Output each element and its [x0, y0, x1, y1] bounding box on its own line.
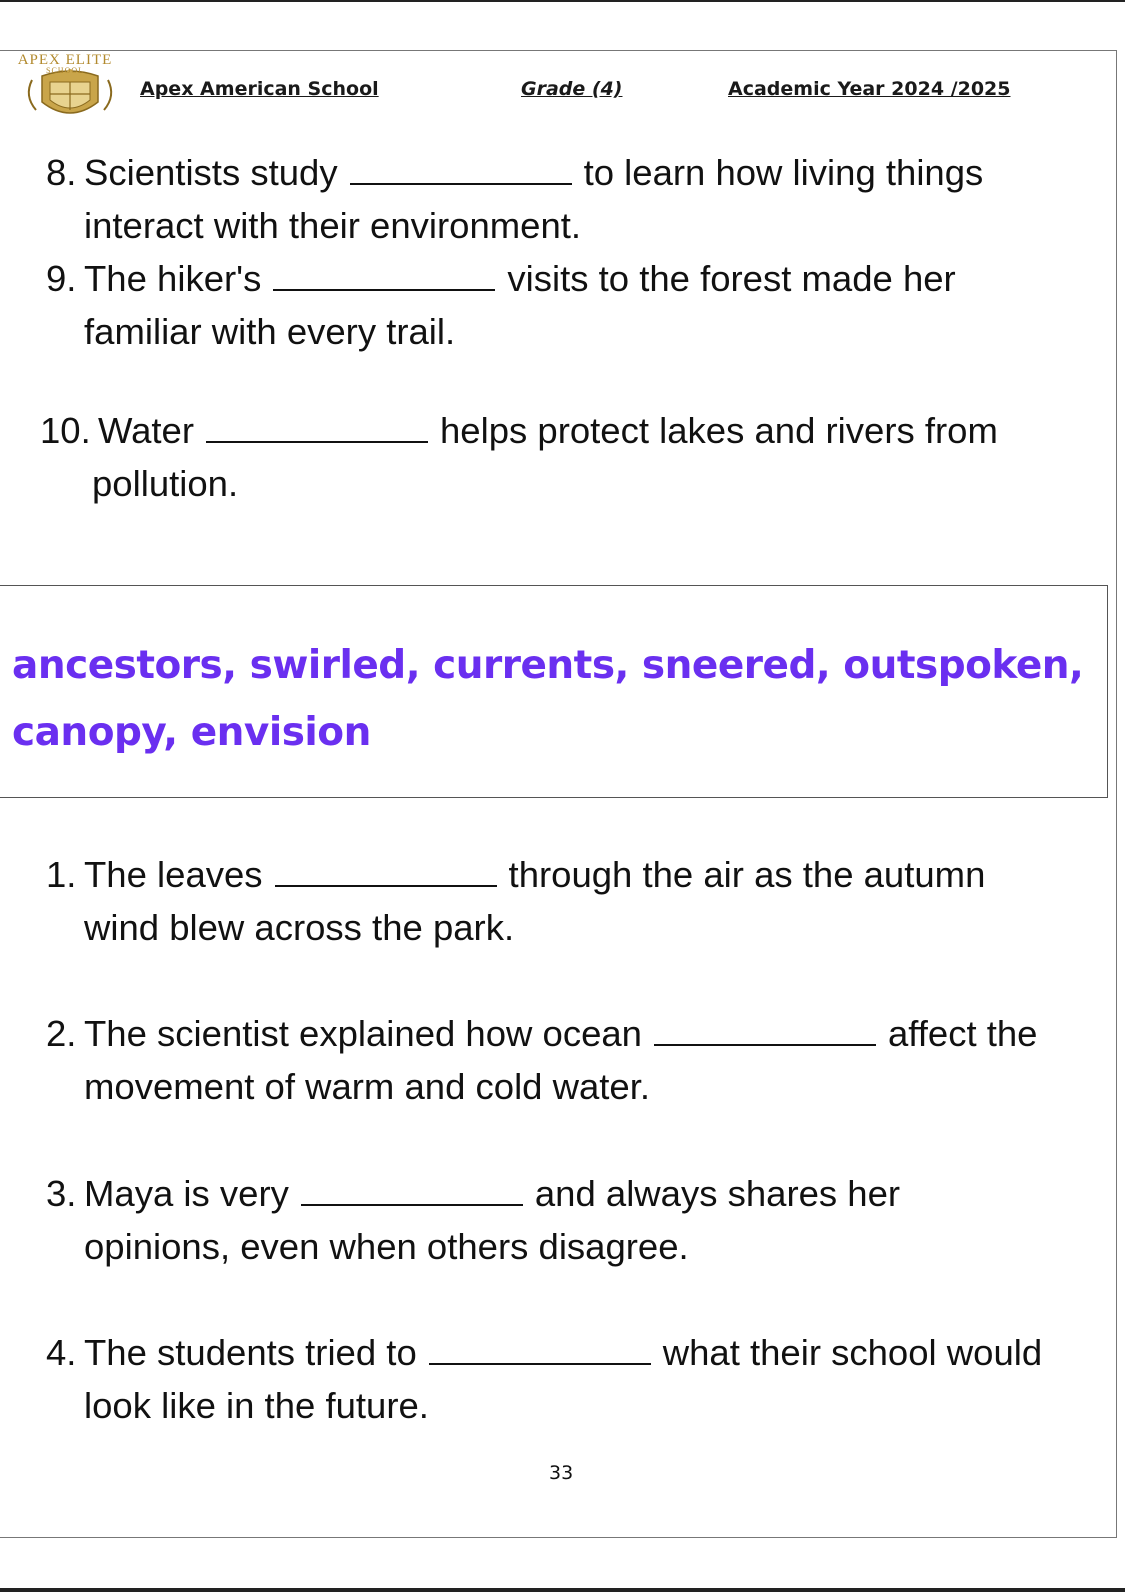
question-text-after: affect the [887, 1013, 1038, 1054]
question-number: 4. [46, 1332, 77, 1373]
question-number: 8. [46, 152, 77, 193]
question-text-before: Water [98, 410, 194, 451]
question-text-continued: opinions, even when others disagree. [84, 1226, 689, 1267]
question-text-continued: familiar with every trail. [84, 311, 456, 352]
logo-subtext: SCHOOL [46, 66, 85, 75]
word-bank-line-2: canopy, envision [12, 710, 371, 755]
answer-blank[interactable] [654, 1014, 876, 1046]
question-text-before: Maya is very [84, 1173, 289, 1214]
question-9 [46, 252, 1116, 358]
crest-icon [10, 66, 130, 136]
answer-blank[interactable] [301, 1174, 523, 1206]
question-text-before: The students tried to [84, 1332, 417, 1373]
logo-text: APEX ELITE [17, 52, 113, 68]
question-text-continued: pollution. [92, 463, 239, 504]
question-10 [40, 404, 1110, 510]
question-number: 3. [46, 1173, 77, 1214]
academic-year: Academic Year 2024 /2025 [728, 78, 1011, 100]
question-8 [46, 146, 1116, 252]
top-rule [0, 0, 1125, 2]
question-3 [46, 1167, 1116, 1273]
question-text-continued: look like in the future. [84, 1385, 429, 1426]
question-text-after: what their school would [662, 1332, 1043, 1373]
school-name: Apex American School [140, 78, 379, 100]
question-number: 10. [40, 410, 91, 451]
question-text-before: The hiker's [84, 258, 262, 299]
answer-blank[interactable] [350, 153, 572, 185]
question-text-after: helps protect lakes and rivers from [440, 410, 998, 451]
question-1 [46, 848, 1116, 954]
question-text-before: Scientists study [84, 152, 338, 193]
word-bank [12, 632, 1092, 766]
question-text-after: visits to the forest made her [507, 258, 956, 299]
answer-blank[interactable] [273, 259, 495, 291]
grade-label: Grade (4) [521, 78, 623, 100]
question-text-after: and always shares her [534, 1173, 901, 1214]
question-text-before: The leaves [84, 854, 263, 895]
question-text-after: to learn how living things [583, 152, 984, 193]
answer-blank[interactable] [275, 855, 497, 887]
page-number: 33 [549, 1462, 574, 1484]
question-text-before: The scientist explained how ocean [84, 1013, 642, 1054]
question-text-continued: interact with their environment. [84, 205, 582, 246]
question-number: 2. [46, 1013, 77, 1054]
question-text-continued: wind blew across the park. [84, 907, 515, 948]
answer-blank[interactable] [206, 411, 428, 443]
word-bank-line-1: ancestors, swirled, currents, sneered, outspoken, [12, 643, 1084, 688]
question-number: 9. [46, 258, 77, 299]
question-2 [46, 1007, 1116, 1113]
question-text-continued: movement of warm and cold water. [84, 1066, 650, 1107]
answer-blank[interactable] [429, 1333, 651, 1365]
bottom-band [0, 1588, 1125, 1592]
question-number: 1. [46, 854, 77, 895]
question-text-after: through the air as the autumn [508, 854, 986, 895]
question-4 [46, 1326, 1116, 1432]
